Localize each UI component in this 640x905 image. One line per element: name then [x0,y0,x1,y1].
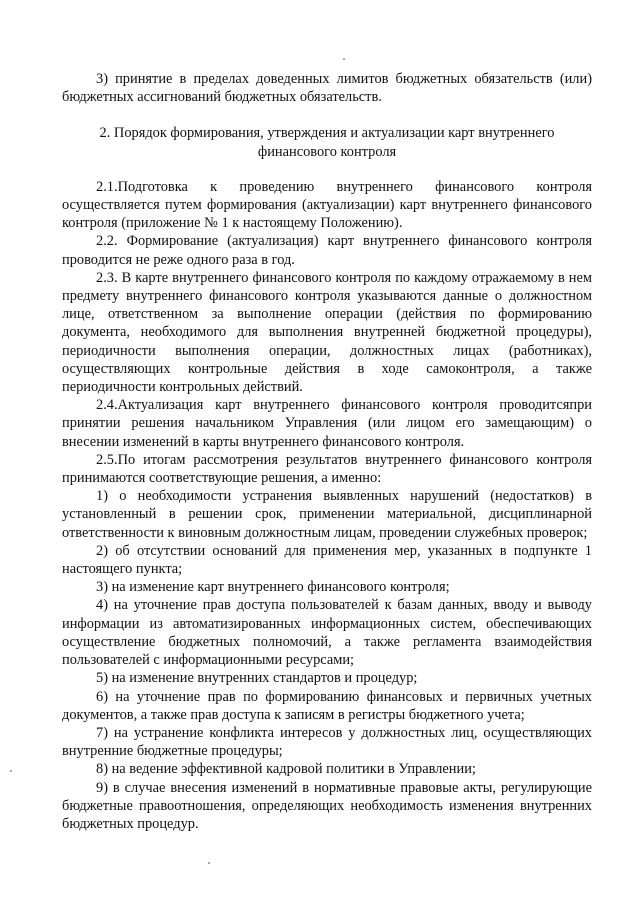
scan-speck [343,58,345,60]
section-heading: 2. Порядок формирования, утверждения и актуализации карт внутреннего финансового контроля [99,125,555,160]
list-item-3: 3) на изменение карт внутреннего финансового контроля; [96,579,450,596]
paragraph-2-5: 2.5.По итогам рассмотрения результатов внутреннего финансового контроля принимаются соответствующие решения, а именно: [62,451,592,487]
list-item-1: 1) о необходимости устранения выявленных нарушений (недостатков) в установленный в решении срок, применении материальной, дисциплинарной ответственности к виновным должностным лицам, проведении служебных проверок; [62,488,592,541]
list-item-4: 4) на уточнение прав доступа пользователей к базам данных, вводу и выводу информации из автоматизированных информационных систем, обеспечивающих осуществление бюджетных полномочий, а также регламента взаимодействия пользователей с информационными ресурсами; [62,597,592,669]
paragraph-2-4: 2.4.Актуализация карт внутреннего финансового контроля проводитсяпри принятии решения начальником Управления (или лицом его замещающим) о внесении изменений в карты внутреннего финансового контроля. [62,397,592,450]
paragraph-2-1: 2.1.Подготовка к проведению внутреннего финансового контроля осуществляется путем формирования (актуализации) карт внутреннего финансового контроля (приложение № 1 к настоящему Положению). [62,178,592,232]
scan-speck [208,862,210,864]
scan-speck [10,770,12,772]
paragraph-2-3: 2.3. В карте внутреннего финансового контроля по каждому отражаемому в нем предмету внутреннего финансового контроля указываются данные о должностном лице, ответственном за выполнение операции (действия по формированию документа, необходимого для выполнения внутренней бюджетной процедуры), периодичности выполнения операции, должностных лицах (работниках), осуществляющих контрольные действия в ходе самоконтроля, а также периодичности контрольных действий. [62,269,592,396]
list-item-9: 9) в случае внесения изменений в нормативные правовые акты, регулирующие бюджетные правоотношения, определяющих необходимость изменения внутренних бюджетных процедур. [62,779,592,832]
list-item-8: 8) на ведение эффективной кадровой политики в Управлении; [96,761,476,778]
intro-paragraph: 3) принятие в пределах доведенных лимитов бюджетных обязательств (или) бюджетных ассигнований бюджетных обязательств. [62,71,592,106]
list-item-5: 5) на изменение внутренних стандартов и процедур; [96,670,418,687]
list-item-6: 6) на уточнение прав по формированию финансовых и первичных учетных документов, а также прав доступа к записям в регистры бюджетного учета; [62,688,592,723]
list-item-7: 7) на устранение конфликта интересов у должностных лиц, осуществляющих внутренние бюджетные процедуры; [62,724,592,760]
list-item-2: 2) об отсутствии оснований для применения мер, указанных в подпункте 1 настоящего пункта; [62,542,592,578]
document-page [62,70,592,833]
paragraph-2-2: 2.2. Формирование (актуализация) карт внутреннего финансового контроля проводится не реже одного раза в год. [62,233,592,268]
